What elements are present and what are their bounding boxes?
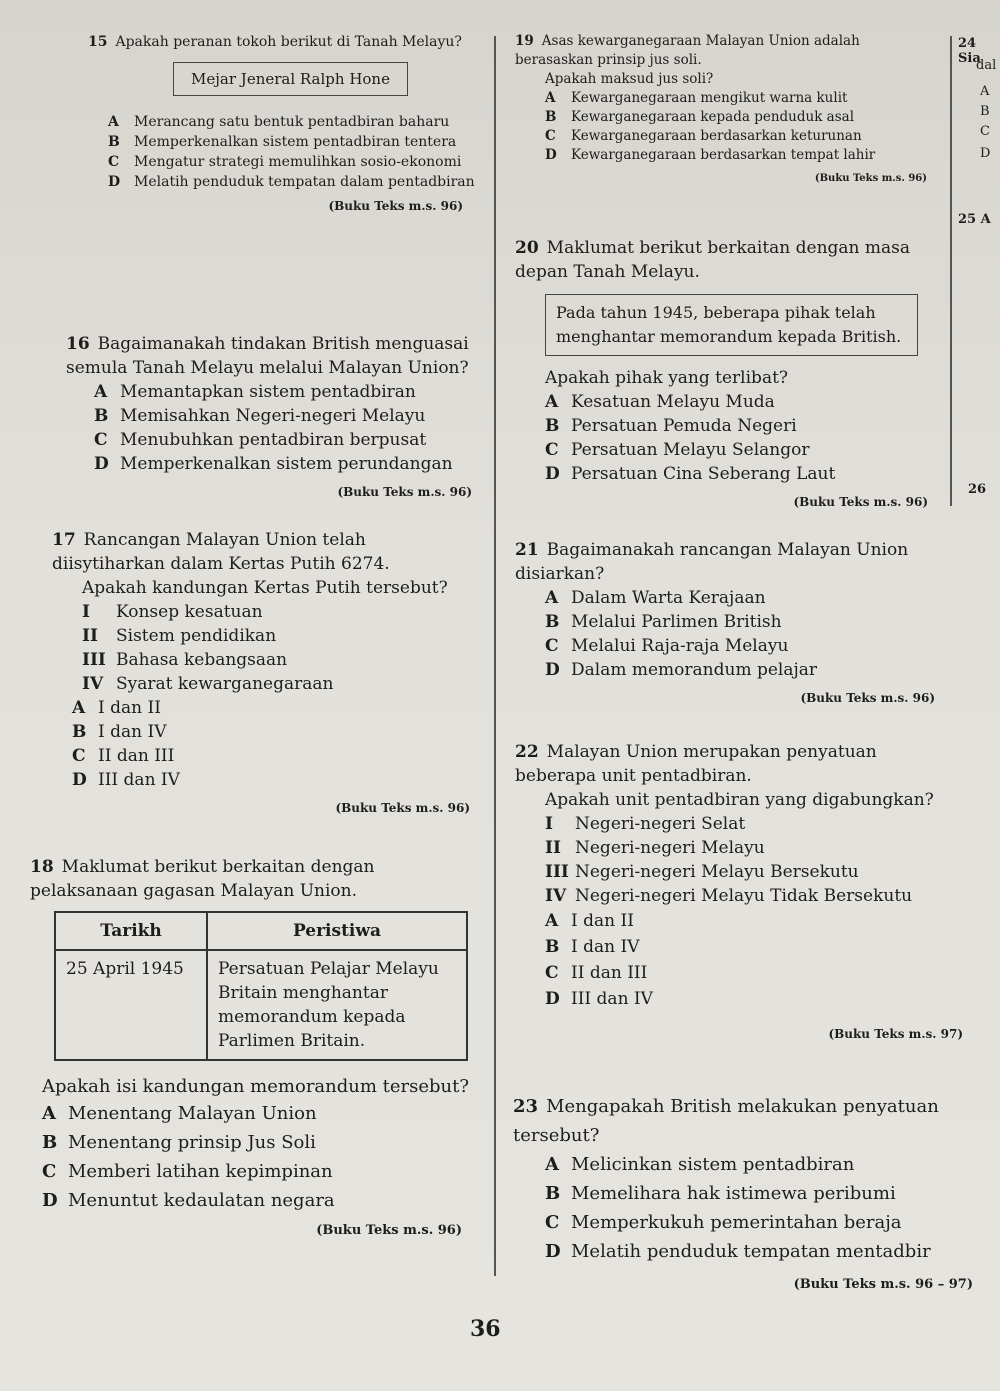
option-c: C Mengatur strategi memulihkan sosio-ekonomi bbox=[108, 154, 462, 170]
question-20-stem: 20 Maklumat berikut berkaitan dengan masa depan Tanah Melayu. bbox=[515, 238, 911, 282]
option-c: C Melalui Raja-raja Melayu bbox=[545, 636, 789, 656]
option-c: C Memberi latihan kepimpinan bbox=[42, 1161, 333, 1182]
side-q24-cont: dal bbox=[976, 58, 997, 73]
option-c: C Menubuhkan pentadbiran berpusat bbox=[94, 430, 427, 450]
question-17 bbox=[52, 528, 482, 820]
options bbox=[513, 1150, 973, 1266]
option-b: B Kewarganegaraan kepada penduduk asal bbox=[545, 109, 855, 125]
question-17-stem: 17 Rancangan Malayan Union telah diisytiharkan dalam Kertas Putih 6274. bbox=[52, 530, 390, 574]
page-number: 36 bbox=[470, 1316, 501, 1342]
table-header: Tarikh bbox=[55, 912, 207, 950]
item-i: I Negeri-negeri Selat bbox=[545, 814, 746, 834]
option-b: B I dan IV bbox=[72, 722, 167, 742]
table-row bbox=[55, 950, 467, 1060]
option-d: D Kewarganegaraan berdasarkan tempat lahir bbox=[545, 147, 876, 163]
question-15-box: Mejar Jeneral Ralph Hone bbox=[173, 62, 408, 96]
question-18-question: Apakah isi kandungan memorandum tersebut? bbox=[42, 1076, 470, 1097]
question-22-question: Apakah unit pentadbiran yang digabungkan? bbox=[545, 790, 934, 810]
table-cell-date: 25 April 1945 bbox=[55, 950, 207, 1060]
side-letter-b: B bbox=[980, 104, 990, 119]
side-letter-c: C bbox=[980, 124, 990, 139]
question-21 bbox=[515, 538, 935, 710]
option-a: A Menentang Malayan Union bbox=[42, 1103, 317, 1124]
options bbox=[515, 89, 935, 165]
source-ref: (Buku Teks m.s. 96) bbox=[800, 691, 935, 705]
question-16 bbox=[66, 332, 484, 504]
options bbox=[515, 908, 955, 1012]
question-18-table bbox=[54, 911, 468, 1061]
question-19 bbox=[515, 32, 935, 188]
option-c: C Kewarganegaraan berdasarkan keturunan bbox=[545, 128, 862, 144]
option-b: B Memelihara hak istimewa peribumi bbox=[545, 1183, 896, 1204]
source-ref: (Buku Teks m.s. 96) bbox=[814, 173, 927, 184]
options bbox=[30, 1099, 482, 1215]
option-a: A I dan II bbox=[545, 911, 634, 931]
option-d: D III dan IV bbox=[545, 989, 653, 1009]
option-c: C Memperkukuh pemerintahan beraja bbox=[545, 1212, 902, 1233]
option-a: A Melicinkan sistem pentadbiran bbox=[545, 1154, 855, 1175]
source-ref: (Buku Teks m.s. 96) bbox=[328, 199, 463, 213]
question-23 bbox=[513, 1092, 973, 1299]
options bbox=[515, 586, 935, 682]
option-b: B Memisahkan Negeri-negeri Melayu bbox=[94, 406, 426, 426]
option-a: A Merancang satu bentuk pentadbiran baharu bbox=[108, 114, 450, 130]
table-cell-event: Persatuan Pelajar Melayu Britain menghantar memorandum kepada Parlimen Britain. bbox=[207, 950, 467, 1060]
question-22 bbox=[515, 740, 963, 1046]
option-c: C II dan III bbox=[72, 746, 175, 766]
item-iv: IV Syarat kewarganegaraan bbox=[82, 674, 334, 694]
option-b: B Persatuan Pemuda Negeri bbox=[545, 416, 797, 436]
option-d: D Menuntut kedaulatan negara bbox=[42, 1190, 335, 1211]
option-d: D Dalam memorandum pelajar bbox=[545, 660, 818, 680]
question-21-stem: 21 Bagaimanakah rancangan Malayan Union disiarkan? bbox=[515, 540, 909, 584]
question-19-stem: 19 Asas kewarganegaraan Malayan Union adalah berasaskan prinsip jus soli. bbox=[515, 33, 860, 68]
item-iii: III Negeri-negeri Melayu Bersekutu bbox=[545, 862, 859, 882]
option-b: B I dan IV bbox=[545, 937, 640, 957]
option-c: C Persatuan Melayu Selangor bbox=[545, 440, 810, 460]
column-divider-right bbox=[950, 36, 952, 506]
options bbox=[88, 112, 483, 192]
side-q26: 26 bbox=[968, 482, 987, 497]
question-18 bbox=[30, 855, 482, 1243]
option-a: A Dalam Warta Kerajaan bbox=[545, 588, 766, 608]
option-b: B Melalui Parlimen British bbox=[545, 612, 782, 632]
option-d: D III dan IV bbox=[72, 770, 180, 790]
source-ref: (Buku Teks m.s. 96) bbox=[335, 801, 470, 815]
question-15-stem bbox=[88, 32, 483, 52]
item-iv: IV Negeri-negeri Melayu Tidak Bersekutu bbox=[545, 886, 913, 906]
question-15 bbox=[88, 32, 483, 216]
source-ref: (Buku Teks m.s. 96) bbox=[337, 485, 472, 499]
side-q25: 25 A bbox=[958, 212, 991, 227]
source-ref: (Buku Teks m.s. 97) bbox=[828, 1027, 963, 1041]
option-d: D Melatih penduduk tempatan dalam pentadbiran bbox=[108, 174, 475, 190]
option-b: B Menentang prinsip Jus Soli bbox=[42, 1132, 316, 1153]
options bbox=[515, 390, 940, 486]
item-ii: II Sistem pendidikan bbox=[82, 626, 277, 646]
question-22-stem: 22 Malayan Union merupakan penyatuan beberapa unit pentadbiran. bbox=[515, 742, 877, 786]
option-d: D Persatuan Cina Seberang Laut bbox=[545, 464, 836, 484]
question-19-question: Apakah maksud jus soli? bbox=[545, 71, 714, 87]
question-20-question: Apakah pihak yang terlibat? bbox=[545, 368, 789, 388]
question-number: 15 bbox=[88, 34, 108, 50]
source-ref: (Buku Teks m.s. 96) bbox=[316, 1223, 462, 1238]
question-18-stem: 18 Maklumat berikut berkaitan dengan pelaksanaan gagasan Malayan Union. bbox=[30, 857, 375, 901]
column-divider bbox=[494, 36, 496, 1276]
side-q24: 24 Sia bbox=[958, 36, 981, 66]
option-d: D Memperkenalkan sistem perundangan bbox=[94, 454, 453, 474]
source-ref: (Buku Teks m.s. 96) bbox=[793, 495, 928, 509]
option-c: C II dan III bbox=[545, 963, 648, 983]
option-a: A Kewarganegaraan mengikut warna kulit bbox=[545, 90, 848, 106]
side-letter-a: A bbox=[980, 84, 990, 99]
options bbox=[66, 380, 484, 476]
question-20 bbox=[515, 236, 940, 514]
roman-items bbox=[515, 812, 955, 908]
option-b: B Memperkenalkan sistem pentadbiran tentera bbox=[108, 134, 457, 150]
source-ref: (Buku Teks m.s. 96 – 97) bbox=[793, 1277, 973, 1292]
side-letter-d: D bbox=[980, 146, 991, 161]
item-i: I Konsep kesatuan bbox=[82, 602, 263, 622]
options bbox=[52, 696, 482, 792]
table-header: Peristiwa bbox=[207, 912, 467, 950]
option-a: A Kesatuan Melayu Muda bbox=[545, 392, 775, 412]
table-header-row bbox=[55, 912, 467, 950]
roman-items bbox=[52, 600, 482, 696]
question-17-question: Apakah kandungan Kertas Putih tersebut? bbox=[82, 578, 448, 598]
option-a: A Memantapkan sistem pentadbiran bbox=[94, 382, 416, 402]
item-ii: II Negeri-negeri Melayu bbox=[545, 838, 765, 858]
option-d: D Melatih penduduk tempatan mentadbir bbox=[545, 1241, 931, 1262]
question-16-stem: 16 Bagaimanakah tindakan British menguasai semula Tanah Melayu melalui Malayan Union? bbox=[66, 334, 469, 378]
question-20-box: Pada tahun 1945, beberapa pihak telah menghantar memorandum kepada British. bbox=[545, 294, 918, 356]
option-a: A I dan II bbox=[72, 698, 161, 718]
question-23-stem: 23 Mengapakah British melakukan penyatuan tersebut? bbox=[513, 1096, 939, 1146]
item-iii: III Bahasa kebangsaan bbox=[82, 650, 288, 670]
stem-text: Apakah peranan tokoh berikut di Tanah Melayu? bbox=[115, 34, 462, 50]
